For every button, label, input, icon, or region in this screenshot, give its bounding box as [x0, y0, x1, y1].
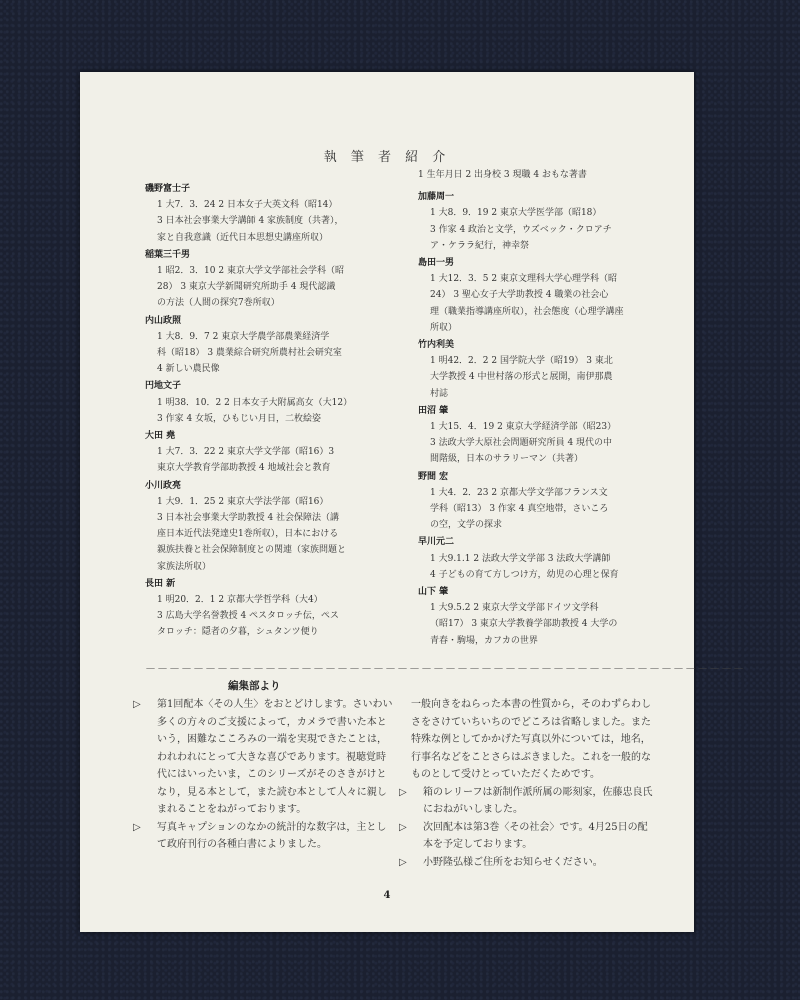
author-detail-line: 24） 3 聖心女子大学助教授 4 職業の社会心	[430, 290, 609, 301]
author-detail-line: 1 大9.1.1 2 法政大学文学部 3 法政大学講師	[430, 553, 611, 564]
author-detail-line: 3 作家 4 女坂，ひもじい月日，二枚絵姿	[157, 413, 322, 424]
author-detail-line: 1 大4．2．23 2 京都大学文学部フランス文	[430, 487, 608, 498]
author-detail-line: 1 昭2．3．10 2 東京大学文学部社会学科（昭	[157, 266, 344, 277]
triangle-bullet-icon: ▷	[133, 821, 141, 833]
triangle-bullet-icon: ▷	[399, 786, 407, 798]
author-detail-line: 1 明38．10．2 2 日本女子大附属高女（大12）	[157, 397, 353, 408]
author-detail-line: 学科（昭13） 3 作家 4 真空地帯，さいころ	[430, 504, 609, 515]
author-name: 小川政亮	[145, 480, 182, 491]
author-detail-line: 科（昭18） 3 農業綜合研究所農村社会研究室	[157, 348, 342, 359]
author-detail-line: 1 大9．1．25 2 東京大学法学部（昭16）	[157, 496, 329, 507]
author-name: 大田 堯	[145, 431, 176, 442]
author-name: 田沼 肇	[418, 405, 449, 416]
authors-right-column	[418, 167, 650, 649]
author-name: 磯野富士子	[145, 184, 191, 194]
triangle-bullet-icon: ▷	[133, 699, 141, 710]
author-detail-line: 座日本近代法発達史1巻所収），日本における	[157, 529, 339, 540]
note-text: 次回配本は第3巻〈その社会〉です。4月25日の配本を予定しております。	[423, 821, 648, 850]
editorial-note	[399, 784, 655, 819]
author-detail-line: 所収）	[430, 322, 458, 333]
author-detail-line: 1 明42．2．2 2 国学院大学（昭19） 3 東北	[430, 356, 613, 367]
author-name: 山下 肇	[418, 587, 449, 598]
author-detail-line: 3 法政大学大原社会問題研究所員 4 現代の中	[430, 438, 613, 449]
author-detail-line: 1 大7．3．24 2 日本女子大英文科（昭14）	[157, 200, 338, 211]
editorial-note	[399, 854, 655, 872]
author-detail-line: 1 大8．9．19 2 東京大学医学部（昭18）	[430, 208, 602, 219]
section-divider: －－－－－－－－－－－－－－－－－－－－－－－－－－－－－－－－－－－－－－－－－－－－－－－－－－	[145, 662, 745, 675]
author-detail-line: 1 大7．3．22 2 東京大学文学部（昭16）3	[157, 447, 335, 458]
author-detail-line: の空，文学の探求	[430, 520, 503, 531]
note-text: 写真キャプションのなかの統計的な数字は，主として政府刊行の各種白書によりました。	[157, 821, 387, 850]
author-detail-line: 家と自我意識（近代日本思想史講座所収）	[157, 232, 329, 243]
author-detail-line: 東京大学教育学部助教授 4 地域社会と教育	[157, 463, 331, 474]
author-name: 島田一男	[418, 258, 455, 269]
author-detail-line: 家族法所収）	[157, 561, 212, 572]
editorial-notes-left	[133, 696, 393, 854]
author-detail-line: 1 大15．4．19 2 東京大学経済学部（昭23）	[430, 422, 617, 433]
legend-note: 1 生年月日 2 出身校 3 現職 4 おもな著書	[418, 170, 587, 180]
page-title: 執 筆 者 紹 介	[323, 150, 451, 165]
author-detail-line: 3 作家 4 政治と文学，ウズベック・クロアチ	[430, 224, 612, 235]
author-detail-line: 1 大9.5.2 2 東京大学文学部ドイツ文学科	[430, 603, 599, 614]
document-page	[80, 72, 745, 932]
author-detail-line: 間階級，日本のサラリーマン（共著）	[430, 454, 584, 465]
author-name: 竹内利美	[418, 340, 455, 351]
note-text: 一般向きをねらった本書の性質から，そのわずらわしさをさけていちいちのでどころは省略しました。また特殊な例としてかかげた写真以外については，地名，行事名などをことさらはぶきました。これを一般的なものとして受けとっていただくためです。	[411, 699, 651, 780]
note-text: 小野隆弘様ご住所をお知らせください。	[423, 856, 603, 868]
author-detail-line: 4 新しい農民像	[157, 364, 220, 375]
author-detail-line: 3 日本社会事業大学講師 4 家族制度（共著），	[157, 216, 344, 227]
editorial-note	[133, 696, 393, 819]
note-text: 箱のレリーフは新制作派所属の彫刻家，佐藤忠良氏におねがいしました。	[423, 786, 653, 815]
editorial-notes-right	[399, 696, 655, 871]
author-detail-line: （昭17） 3 東京大学教養学部助教授 4 大学の	[430, 619, 618, 630]
editorial-heading: 編集部より	[228, 680, 281, 692]
author-name: 稲葉三千男	[145, 249, 191, 260]
authors-left-column	[145, 180, 377, 641]
author-detail-line: 3 日本社会事業大学助教授 4 社会保障法（講	[157, 513, 340, 524]
author-name: 長田 新	[145, 578, 176, 589]
author-detail-line: タロッチ：隠者の夕暮，シュタンツ便り	[157, 627, 319, 638]
page-number: 4	[383, 890, 391, 901]
editorial-note	[399, 819, 655, 854]
editorial-note	[411, 696, 655, 784]
author-detail-line: の方法（人間の探究7巻所収）	[157, 298, 280, 309]
author-detail-line: 大学教授 4 中世村落の形式と展開，南伊那農	[430, 372, 613, 383]
author-detail-line: ア・ケララ紀行，神幸祭	[430, 240, 530, 251]
author-detail-line: 4 子どもの育て方しつけ方，幼児の心理と保育	[430, 569, 619, 580]
author-detail-line: 青春・駒場，カフカの世界	[430, 635, 538, 646]
author-detail-line: 3 広島大学名誉教授 4 ペスタロッチ伝，ペス	[157, 611, 339, 622]
author-detail-line: 理（職業指導講座所収），社会態度（心理学講座	[430, 306, 624, 317]
author-detail-line: 1 大12．3．5 2 東京文理科大学心理学科（昭	[430, 274, 617, 285]
author-name: 野間 宏	[418, 471, 449, 482]
editorial-note	[133, 819, 393, 854]
note-text: 第1回配本〈その人生〉をおとどけします。さいわい多くの方々のご支援によって，カメラで書いた本という，困難なこころみの一端を実現できたことは，われわれにとって大きな喜びであります。視聴覚時代にはいったいま，このシリーズがそのさきがけとなり，見る本として，また読む本として人々に親しまれることをねがっております。	[157, 699, 393, 815]
triangle-bullet-icon: ▷	[399, 856, 407, 868]
author-detail-line: 村誌	[430, 388, 449, 399]
author-detail-line: 1 大8．9．7 2 東京大学農学部農業経済学	[157, 331, 330, 342]
author-detail-line: 親族扶養と社会保障制度との関連（家族問題と	[157, 545, 347, 556]
author-detail-line: 1 明20．2．1 2 京都大学哲学科（大4）	[157, 595, 323, 606]
author-name: 円地文子	[145, 381, 182, 392]
author-name: 内山政照	[145, 315, 182, 326]
author-name: 早川元二	[418, 537, 455, 548]
author-name: 加藤周一	[418, 192, 455, 203]
triangle-bullet-icon: ▷	[399, 821, 407, 833]
author-detail-line: 28） 3 東京大学新聞研究所助手 4 現代認識	[157, 282, 336, 293]
